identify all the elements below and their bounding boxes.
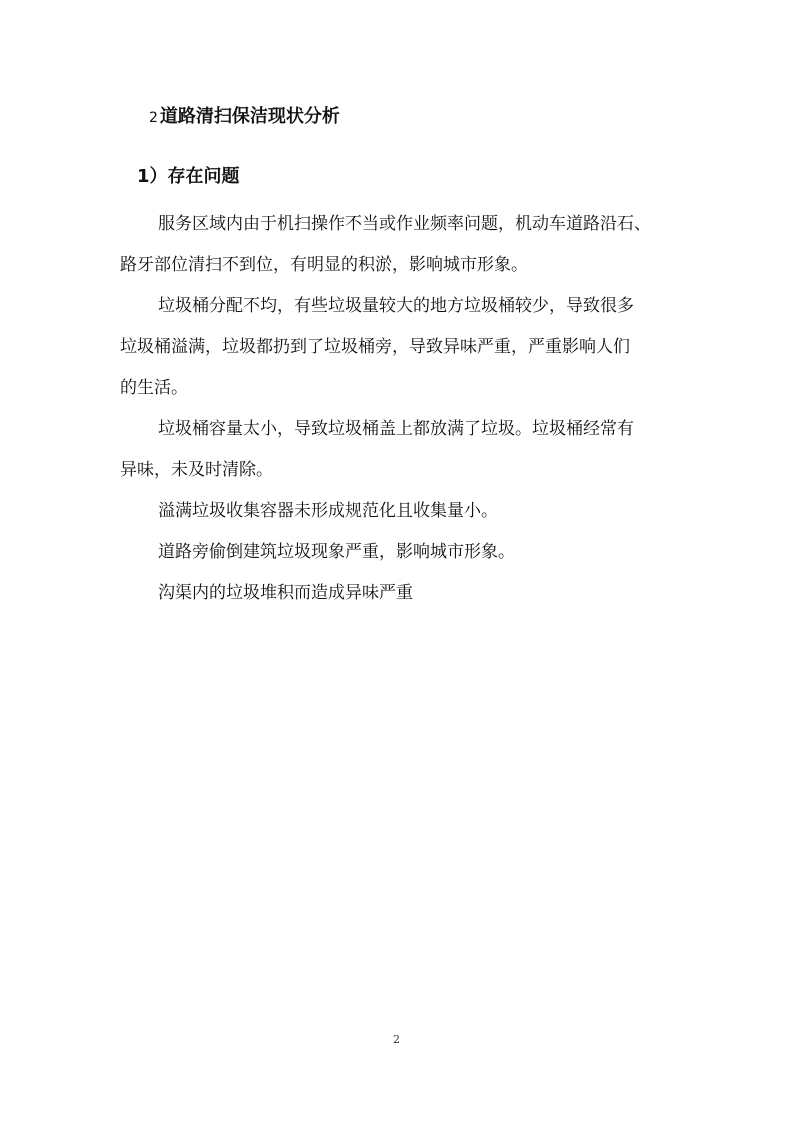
subsection-heading: 1）存在问题 xyxy=(137,166,240,187)
paragraph-line: 溢满垃圾收集容器未形成规范化且收集量小。 xyxy=(158,501,498,521)
paragraph-bin-capacity xyxy=(120,409,685,491)
section-title: 道路清扫保洁现状分析 xyxy=(159,106,340,127)
paragraph-line: 异味，未及时清除。 xyxy=(120,460,273,480)
section-number: 2 xyxy=(149,110,158,126)
paragraph-line: 服务区域内由于机扫操作不当或作业频率问题，机动车道路沿石、 xyxy=(158,214,651,234)
paragraph-line: 沟渠内的垃圾堆积而造成异味严重 xyxy=(158,583,413,603)
paragraph-line: 垃圾桶溢满，垃圾都扔到了垃圾桶旁，导致异味严重，严重影响人们 xyxy=(120,337,630,357)
paragraph-line: 垃圾桶容量太小，导致垃圾桶盖上都放满了垃圾。垃圾桶经常有 xyxy=(158,419,634,439)
paragraph-bin-distribution xyxy=(120,286,685,409)
section-heading xyxy=(149,104,340,131)
paragraph-line: 垃圾桶分配不均，有些垃圾量较大的地方垃圾桶较少，导致很多 xyxy=(158,296,634,316)
paragraph-illegal-dumping xyxy=(120,532,685,573)
page-number: 2 xyxy=(393,1033,400,1046)
paragraph-line: 路牙部位清扫不到位，有明显的积淤，影响城市形象。 xyxy=(120,255,528,275)
paragraph-ditch-waste xyxy=(120,573,685,614)
paragraph-line: 道路旁偷倒建筑垃圾现象严重，影响城市形象。 xyxy=(158,542,515,562)
paragraph-line: 的生活。 xyxy=(120,378,188,398)
paragraph-overflow-containers xyxy=(120,491,685,532)
paragraph-road-edge-cleaning xyxy=(120,204,685,286)
